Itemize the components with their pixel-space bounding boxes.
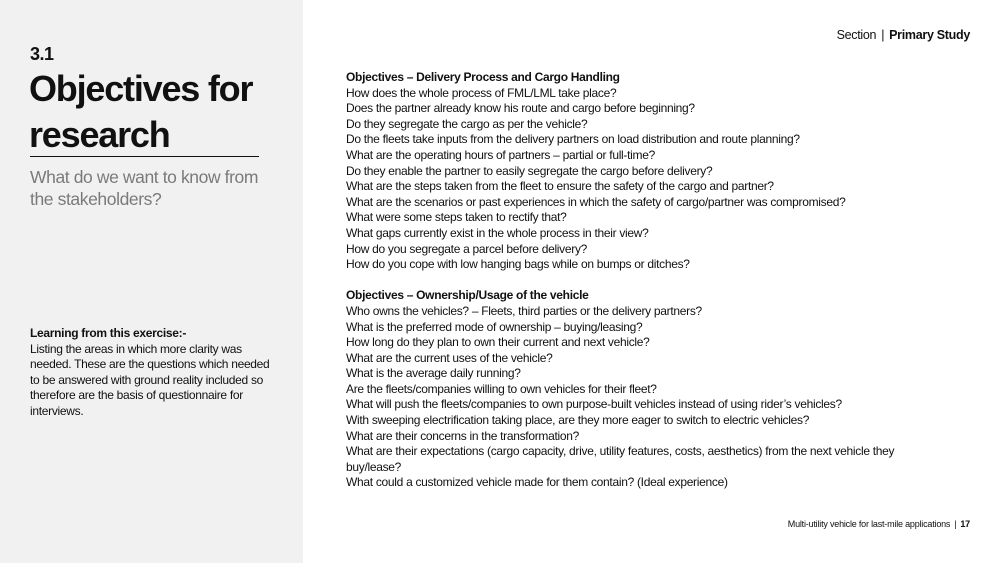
question-item: What gaps currently exist in the whole process in their view? bbox=[346, 225, 649, 240]
section-header bbox=[837, 28, 970, 42]
question-item: Who owns the vehicles? – Fleets, third parties or the delivery partners? bbox=[346, 303, 702, 318]
question-item: What is the average daily running? bbox=[346, 366, 521, 381]
question-item: Are the fleets/companies willing to own vehicles for their fleet? bbox=[346, 381, 657, 396]
question-item: Does the partner already know his route and cargo before beginning? bbox=[346, 101, 695, 116]
question-item: What will push the fleets/companies to own purpose-built vehicles instead of using rider’s vehicles? bbox=[346, 397, 842, 412]
objectives-content bbox=[346, 70, 906, 491]
learning-heading: Learning from this exercise:- bbox=[30, 326, 187, 340]
question-item: Do the fleets take inputs from the delivery partners on load distribution and route planning? bbox=[346, 132, 800, 147]
question-item: Do they enable the partner to easily segregate the cargo before delivery? bbox=[346, 163, 713, 178]
learning-text: Listing the areas in which more clarity was needed. These are the questions which needed to be answered with ground reality included so therefore are the basis of questionnaire for interviews. bbox=[30, 341, 270, 418]
question-item: What are the steps taken from the fleet to ensure the safety of the cargo and partner? bbox=[346, 179, 774, 194]
left-panel bbox=[0, 0, 303, 563]
page-number: 17 bbox=[960, 519, 970, 529]
section-label: Section bbox=[836, 28, 877, 42]
question-item: What are their expectations (cargo capacity, drive, utility features, costs, aesthetics) from the next vehicle they buy/lease? bbox=[346, 444, 895, 474]
question-item: With sweeping electrification taking place, are they more eager to switch to electric vehicles? bbox=[346, 413, 810, 428]
question-item: What is the preferred mode of ownership – buying/leasing? bbox=[346, 319, 643, 334]
objectives-block-delivery bbox=[346, 70, 906, 273]
question-item: What were some steps taken to rectify that? bbox=[346, 210, 567, 225]
footer-separator: | bbox=[954, 519, 957, 529]
section-number: 3.1 bbox=[30, 44, 54, 64]
section-separator: | bbox=[881, 28, 885, 42]
project-title: Multi-utility vehicle for last-mile applications bbox=[787, 519, 951, 529]
page-footer bbox=[788, 519, 970, 529]
block-heading: Objectives – Ownership/Usage of the vehicle bbox=[346, 288, 589, 303]
question-item: How do you segregate a parcel before delivery? bbox=[346, 241, 588, 256]
question-item: What are the current uses of the vehicle? bbox=[346, 350, 553, 365]
block-spacer bbox=[346, 273, 906, 289]
section-name: Primary Study bbox=[889, 28, 970, 42]
page-title: Objectives for research bbox=[29, 68, 253, 155]
question-item: How does the whole process of FML/LML take place? bbox=[346, 85, 617, 100]
title-divider bbox=[30, 156, 259, 157]
question-item: How long do they plan to own their current and next vehicle? bbox=[346, 335, 650, 350]
question-item: What are the scenarios or past experiences in which the safety of cargo/partner was compromised? bbox=[346, 194, 846, 209]
question-item: Do they segregate the cargo as per the vehicle? bbox=[346, 116, 588, 131]
learning-note bbox=[30, 326, 270, 419]
question-item: What could a customized vehicle made for them contain? (Ideal experience) bbox=[346, 475, 728, 490]
question-item: What are the operating hours of partners – partial or full-time? bbox=[346, 147, 655, 162]
question-item: How do you cope with low hanging bags while on bumps or ditches? bbox=[346, 257, 690, 272]
block-heading: Objectives – Delivery Process and Cargo Handling bbox=[346, 70, 620, 84]
page-subtitle: What do we want to know from the stakeholders? bbox=[30, 167, 259, 209]
objectives-block-ownership bbox=[346, 288, 906, 491]
question-item: What are their concerns in the transformation? bbox=[346, 428, 579, 443]
